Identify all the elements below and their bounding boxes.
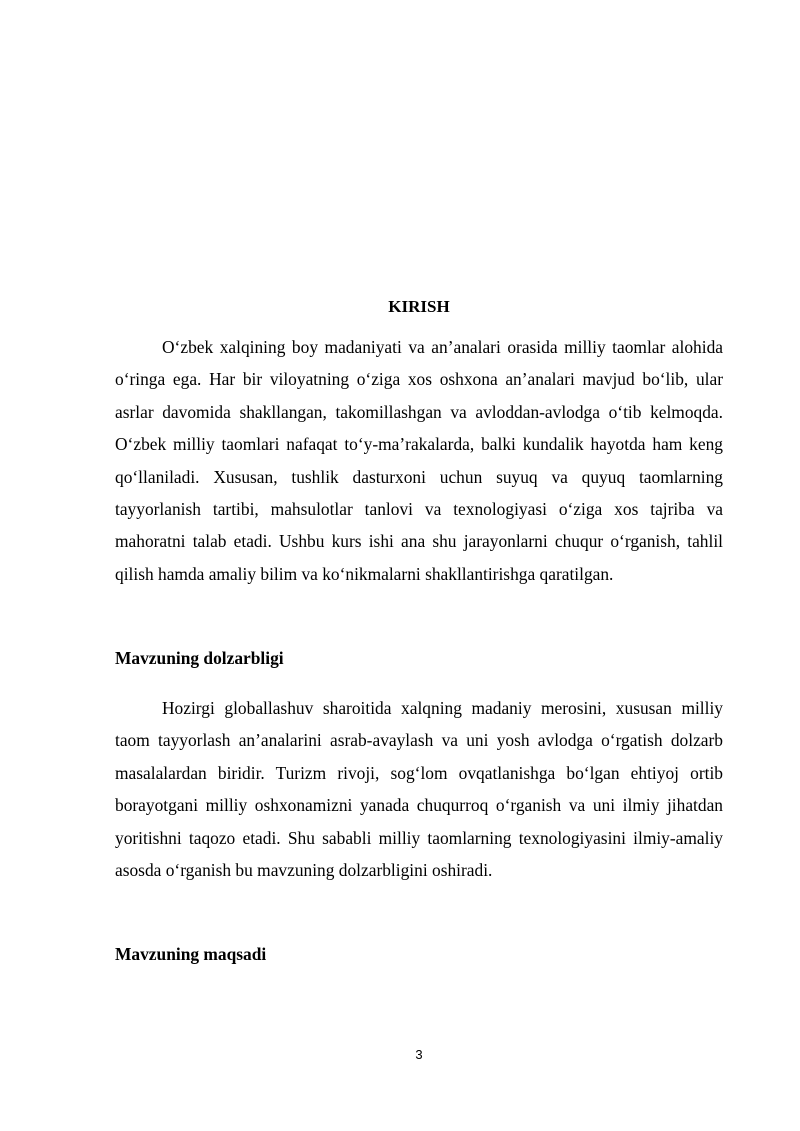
section-heading-goal: Mavzuning maqsadi — [115, 944, 267, 964]
section-heading-relevance: Mavzuning dolzarbligi — [115, 648, 284, 668]
page-title: KIRISH — [388, 297, 450, 316]
page-number: 3 — [415, 1047, 423, 1062]
relevance-paragraph: Hozirgi globallashuv sharoitida xalqning madaniy merosini, xususan milliy taom tayyorlash an’analarini asrab-avaylash va uni yosh avlodga o‘rgatish dolzarb masalalardan biridir. Turizm rivoji, sog‘lom ovqatlanishga bo‘lgan ehtiyoj ortib borayotgani milliy oshxonamizni yanada chuqurroq o‘rganish va uni ilmiy jihatdan yoritishni taqozo etadi. Shu sababli milliy taomlarning texnologiyasini ilmiy-amaliy asosda o‘rganish bu mavzuning dolzarbligini oshiradi. — [115, 698, 723, 881]
intro-paragraph: O‘zbek xalqining boy madaniyati va an’analari orasida milliy taomlar alohida o‘ringa ega. Har bir viloyatning o‘ziga xos oshxona an’analari mavjud bo‘lib, ular asrlar davomida shakllangan, takomillashgan va avloddan-avlodga o‘tib kelmoqda. O‘zbek milliy taomlari nafaqat to‘y-ma’rakalarda, balki kundalik hayotda ham keng qo‘llaniladi. Xususan, tushlik dasturxoni uchun suyuq va quyuq taomlarning tayyorlanish tartibi, mahsulotlar tanlovi va texnologiyasi o‘ziga xos tajriba va mahoratni talab etadi. Ushbu kurs ishi ana shu jarayonlarni chuqur o‘rganish, tahlil qilish hamda amaliy bilim va ko‘nikmalarni shakllantirishga qaratilgan. — [115, 337, 723, 584]
